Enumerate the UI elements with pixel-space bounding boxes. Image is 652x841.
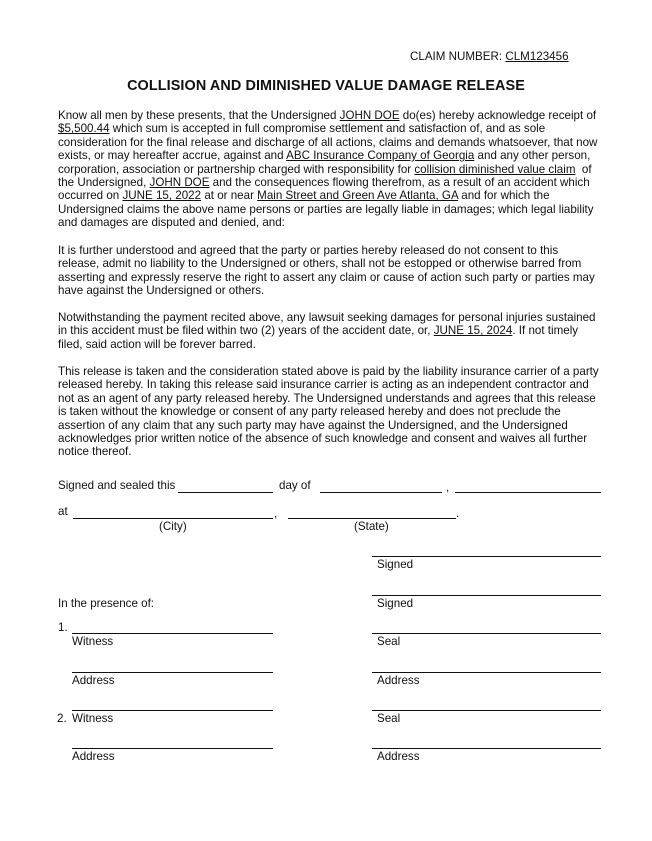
day-of-label: day of bbox=[279, 479, 311, 492]
release-paragraph-1 bbox=[58, 109, 600, 230]
seal-address-caption-1: Address bbox=[377, 674, 420, 687]
state-blank[interactable] bbox=[288, 518, 456, 519]
seal-address-caption-2: Address bbox=[377, 750, 420, 763]
claim-number-label: CLAIM NUMBER: bbox=[410, 50, 503, 63]
p1-text-3: which sum is accepted in full compromise settlement and satisfaction of, and as sole consideration for the final release and discharge of all actions, claims and demands whatsoever, that now exists, or may hereafter accrue, against and bbox=[58, 122, 598, 163]
undersigned-name: JOHN DOE bbox=[339, 109, 400, 122]
seal-address-line-2[interactable] bbox=[372, 748, 601, 749]
witness-address-line-2[interactable] bbox=[72, 748, 273, 749]
comma-1: , bbox=[446, 481, 450, 494]
city-caption: (City) bbox=[159, 520, 187, 533]
signed-sealed-label: Signed and sealed this bbox=[58, 479, 176, 492]
release-paragraph-2: It is further understood and agreed that the party or parties hereby released do not consent to this release, admit no liability to the Undersigned or others, shall not be estopped or otherwise barred from asserting and expressly reserve the right to assert any claim or cause of action such party or parties may have against the Undersigned or others. bbox=[58, 244, 595, 298]
day-blank[interactable] bbox=[178, 492, 273, 493]
p1-text-2: do(es) hereby acknowledge receipt of bbox=[399, 109, 597, 122]
filing-deadline: JUNE 15, 2024 bbox=[433, 324, 513, 338]
p3-text-1: Notwithstanding the payment recited above, any lawsuit seeking damages for personal injuries sustained in this accident must be filed within two (2) years of the accident date, or, bbox=[58, 311, 596, 338]
signed-caption-2: Signed bbox=[377, 597, 414, 610]
witness-address-caption-2: Address bbox=[72, 750, 115, 763]
signed-caption-1: Signed bbox=[377, 558, 414, 571]
month-blank[interactable] bbox=[320, 492, 442, 493]
p3-text-2: . If not timely filed, said action will be forever barred. bbox=[58, 324, 579, 351]
release-paragraph-3 bbox=[58, 311, 600, 351]
settlement-amount: $5,500.44 bbox=[58, 122, 110, 136]
accident-location: Main Street and Green Ave Atlanta, GA bbox=[257, 189, 459, 203]
signature-line-2[interactable] bbox=[372, 595, 601, 596]
claim-number-value: CLM123456 bbox=[505, 50, 569, 63]
p1-text-6: and the consequences flowing therefrom, as a result of an accident which occurred on bbox=[58, 176, 590, 203]
p1-text-7: at or near bbox=[201, 189, 258, 203]
witness-caption-1: Witness bbox=[72, 635, 114, 648]
p1-text-1: Know all men by these presents, that the Undersigned bbox=[58, 109, 340, 122]
seal-line-2[interactable] bbox=[372, 710, 601, 711]
witness-number-2: 2. bbox=[57, 712, 67, 725]
p1-text-4: and any other person, corporation, association or partnership charged with responsibility for bbox=[58, 149, 591, 176]
document-title: COLLISION AND DIMINISHED VALUE DAMAGE RELEASE bbox=[127, 78, 525, 94]
witness-line-2[interactable] bbox=[72, 710, 273, 711]
claim-type: collision diminished value claim bbox=[414, 162, 576, 176]
release-paragraph-4: This release is taken and the consideration stated above is paid by the liability insurance carrier of a party released hereby. In taking this release said insurance carrier is acting as an independent contractor and not as an agent of any party released hereby. The Undersigned understands and agrees that this release is taken without the knowledge or consent of any party released hereby and does not preclude the assertion of any claim that any such party may have against the Undersigned, and the Undersigned acknowledges prior written notice of the absence of such knowledge and consent and waives all further notice thereof. bbox=[58, 365, 599, 459]
claim-number-line bbox=[410, 50, 569, 63]
witness-address-line-1[interactable] bbox=[72, 672, 273, 673]
witness-address-caption-1: Address bbox=[72, 674, 115, 687]
insurer-name: ABC Insurance Company of Georgia bbox=[286, 149, 475, 163]
state-caption: (State) bbox=[354, 520, 389, 533]
witness-line-1[interactable] bbox=[72, 633, 273, 634]
witness-caption-2: Witness bbox=[72, 712, 114, 725]
comma-2: , bbox=[274, 507, 278, 520]
witness-number-1: 1. bbox=[58, 621, 68, 634]
undersigned-name-2: JOHN DOE bbox=[149, 176, 210, 190]
city-blank[interactable] bbox=[73, 518, 273, 519]
seal-caption-2: Seal bbox=[377, 712, 401, 725]
seal-address-line-1[interactable] bbox=[372, 672, 601, 673]
signature-line-1[interactable] bbox=[372, 556, 601, 557]
p1-text-8: and for which the Undersigned claims the above name persons or parties are legally liable in damages; which legal liability and damages are disputed and denied, and: bbox=[58, 189, 594, 230]
accident-date: JUNE 15, 2022 bbox=[122, 189, 202, 203]
period: . bbox=[456, 507, 460, 520]
seal-caption-1: Seal bbox=[377, 635, 401, 648]
p1-text-5: of the Undersigned, bbox=[58, 162, 595, 190]
at-label: at bbox=[58, 505, 68, 518]
year-blank[interactable] bbox=[455, 492, 601, 493]
seal-line-1[interactable] bbox=[372, 633, 601, 634]
presence-label: In the presence of: bbox=[58, 597, 155, 610]
